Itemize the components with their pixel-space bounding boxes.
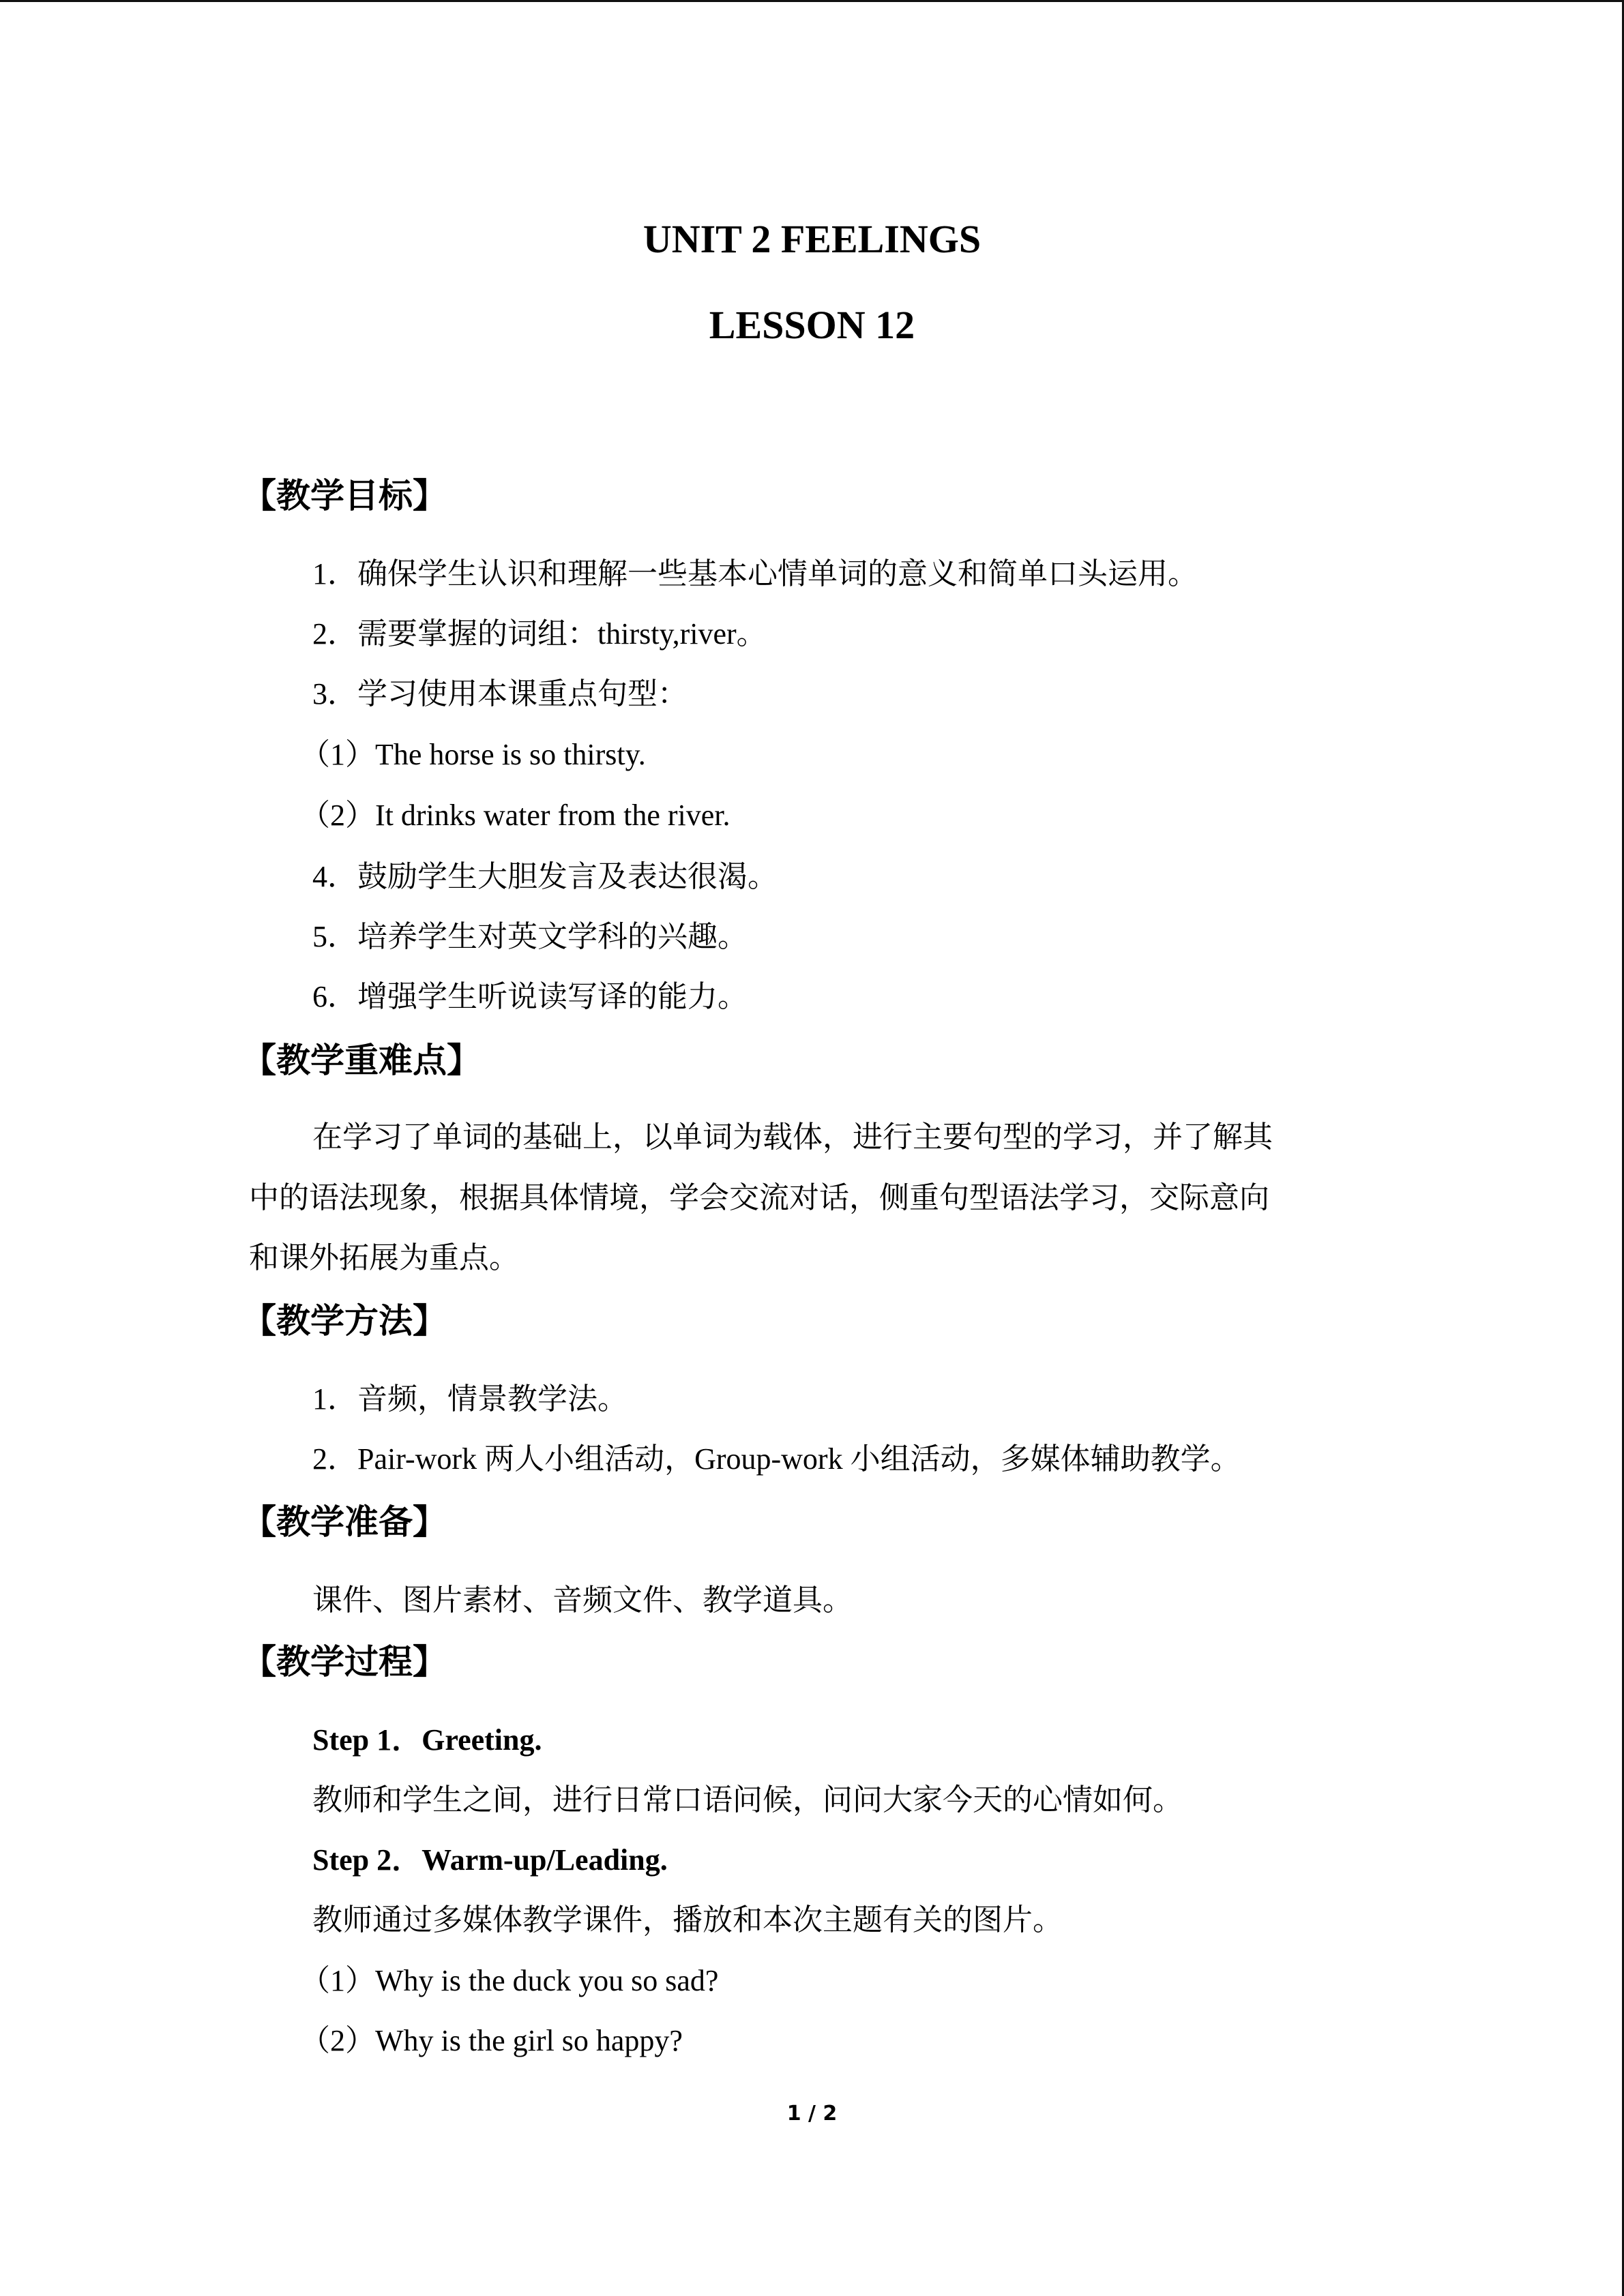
step-text: 教师通过多媒体教学课件，播放和本次主题有关的图片。 [312, 1903, 1063, 1937]
preparation-text: 课件、图片素材、音频文件、教学道具。 [312, 1583, 853, 1617]
document-title: UNIT 2 FEELINGS [643, 217, 981, 261]
document-subtitle: LESSON 12 [709, 303, 915, 347]
objective-item: 5．培养学生对英文学科的兴趣。 [312, 920, 748, 953]
objective-item: 3．学习使用本课重点句型： [312, 677, 688, 711]
step-question: （1）Why is the duck you so sad? [300, 1964, 719, 1997]
objective-item: 4．鼓励学生大胆发言及表达很渴。 [312, 860, 778, 893]
section-heading-key-points: 【教学重难点】 [242, 1041, 481, 1080]
section-heading-process: 【教学过程】 [242, 1642, 447, 1682]
page-border-top [0, 0, 1624, 2]
objective-item: 2．需要掌握的词组：thirsty,river。 [312, 617, 767, 651]
step-question: （2）Why is the girl so happy? [300, 2024, 683, 2057]
page-number: 1 / 2 [786, 2102, 838, 2126]
objective-item: 1．确保学生认识和理解一些基本心情单词的意义和简单口头运用。 [312, 557, 1198, 591]
step-title: Step 1．Greeting. [312, 1723, 542, 1757]
step-text: 教师和学生之间，进行日常口语问候，问问大家今天的心情如何。 [312, 1783, 1183, 1817]
objective-item: 6．增强学生听说读写译的能力。 [312, 980, 748, 1013]
section-heading-methods: 【教学方法】 [242, 1301, 447, 1341]
section-heading-objectives: 【教学目标】 [242, 476, 447, 516]
section-heading-preparation: 【教学准备】 [242, 1502, 447, 1542]
method-item: 2．Pair-work 两人小组活动，Group-work 小组活动，多媒体辅助教学。 [312, 1442, 1241, 1476]
step-title: Step 2．Warm-up/Leading. [312, 1843, 668, 1877]
method-item: 1．音频，情景教学法。 [312, 1382, 628, 1416]
key-points-paragraph-line: 和课外拓展为重点。 [249, 1241, 519, 1274]
objective-subitem: （1）The horse is so thirsty. [300, 738, 646, 771]
objective-subitem: （2）It drinks water from the river. [300, 799, 730, 832]
key-points-paragraph-line: 在学习了单词的基础上，以单词为载体，进行主要句型的学习，并了解其 [312, 1120, 1273, 1154]
key-points-paragraph-line: 中的语法现象，根据具体情境，学会交流对话，侧重句型语法学习，交际意向 [249, 1181, 1269, 1214]
